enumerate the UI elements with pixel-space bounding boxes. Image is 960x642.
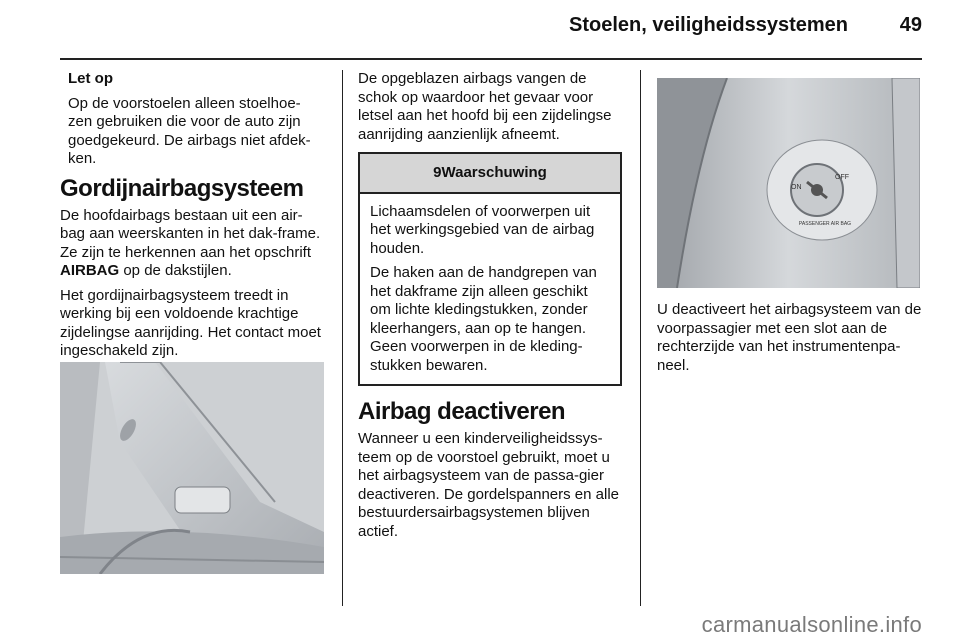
- airbag-keyword: AIRBAG: [60, 262, 120, 279]
- header-rule: [60, 58, 922, 60]
- switch-caption: PASSENGER AIR BAG: [798, 221, 852, 227]
- switch-on-label: ON: [791, 184, 802, 191]
- paragraph-curtain-1: De hoofdairbags bestaan uit een air-bag aan weerskanten in het dak-frame. Ze zijn te herkennen aan het opschrift AIRBAG op de dakstijlen.: [60, 206, 321, 279]
- paragraph-deactivate: Wanneer u een kinderveiligheidssys-teem op de voorstoel gebruikt, moet u het airbagsysteem van de passa-gier deactiveren. De gordelspanners en alle bestuurdersairbagsystemen blijven actief.: [358, 430, 619, 540]
- note-text: Op de voorstoelen alleen stoelhoe-zen gebruiken die voor de auto zijn goedgekeurd. De airbags niet afdek-ken.: [68, 94, 311, 167]
- warning-paragraph-2: De haken aan de handgrepen van het dakframe zijn alleen geschikt om lichte kledingstukken, zonder kleerhangers, aan op te hangen. Geen voorwerpen in de kleding-stukken bewaren.: [370, 264, 597, 374]
- warning-title: Waarschuwing: [441, 164, 547, 181]
- warning-header: [360, 154, 620, 194]
- column-2: [358, 70, 622, 547]
- pillar-airbag-illustration: [60, 362, 324, 574]
- note-block: [68, 70, 324, 169]
- page-number: 49: [899, 14, 922, 36]
- column-1: [60, 70, 324, 367]
- note-title: Let op: [68, 70, 113, 87]
- paragraph-switch: U deactiveert het airbagsysteem van de voorpassagier met een slot aan de rechterzijde van het instrumentenpa-neel.: [657, 301, 922, 374]
- paragraph-curtain-2: Het gordijnairbagsysteem treedt in werking bij een voldoende krachtige zijdelingse aanrijding. Het contact moet ingeschakeld zijn.: [60, 286, 321, 359]
- column-divider-2: [640, 70, 641, 606]
- switch-off-label: OFF: [835, 174, 849, 181]
- heading-airbag-deactivate: Airbag deactiveren: [358, 398, 566, 425]
- warning-symbol-icon: 9: [433, 164, 442, 181]
- airbag-switch-illustration: [657, 78, 920, 288]
- watermark: carmanualsonline.info: [701, 612, 922, 637]
- paragraph-curtain-3: De opgeblazen airbags vangen de schok op waardoor het gevaar voor letsel aan het hoofd bij een zijdelingse aanrijding aanzienlijk afneemt.: [358, 70, 612, 143]
- heading-curtain-airbag: Gordijnairbagsysteem: [60, 174, 304, 202]
- warning-body: [360, 194, 620, 385]
- warning-box: [358, 152, 622, 386]
- column-3: [657, 301, 925, 381]
- warning-paragraph-1: Lichaamsdelen of voorwerpen uit het werkingsgebied van de airbag houden.: [370, 202, 595, 257]
- column-divider-1: [342, 70, 343, 606]
- section-title: Stoelen, veiligheidssystemen: [569, 14, 848, 36]
